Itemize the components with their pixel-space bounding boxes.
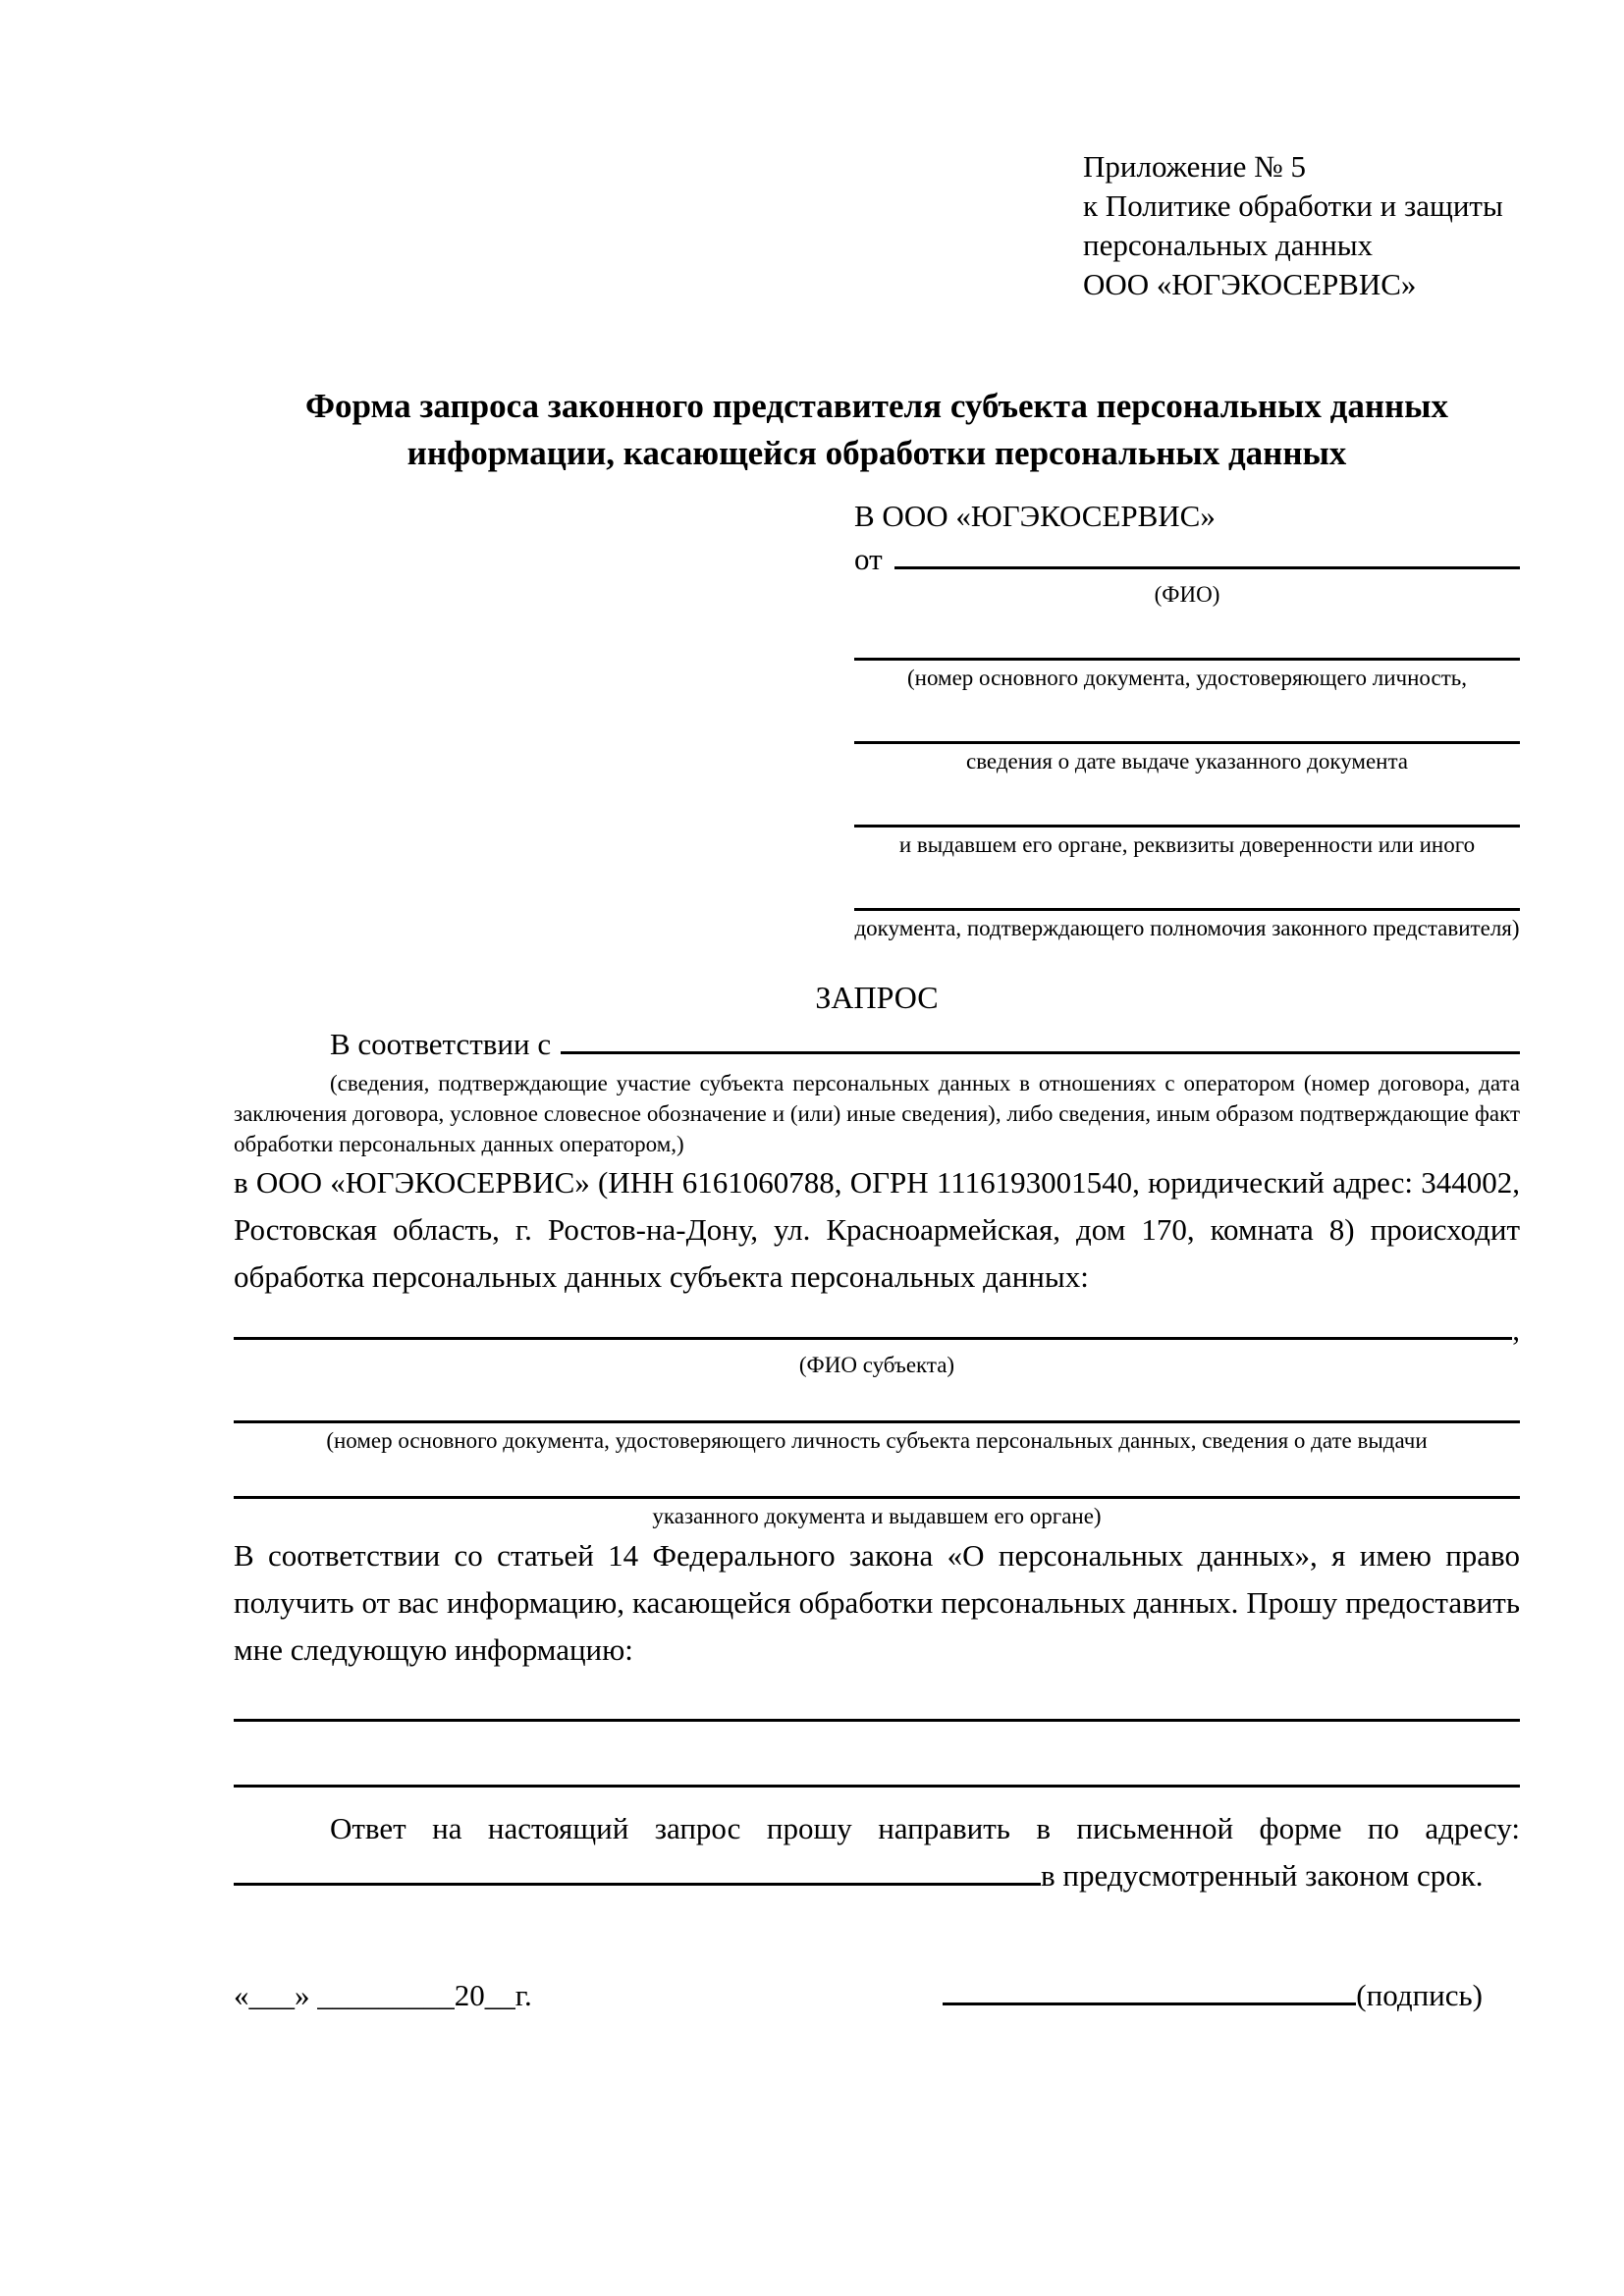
basis-blank-field bbox=[561, 1051, 1520, 1054]
subject-fio-row bbox=[234, 1308, 1520, 1352]
appendix-line: к Политике обработки и защиты bbox=[1083, 188, 1503, 223]
subject-fio-blank-field bbox=[234, 1337, 1512, 1340]
addressee-to: В ООО «ЮГЭКОСЕРВИС» bbox=[854, 499, 1216, 533]
subject-doc-blank-field bbox=[234, 1399, 1520, 1423]
representative-doc-field bbox=[854, 873, 1520, 942]
basis-caption: (сведения, подтверждающие участие субъекта персональных данных в отношениях с оператором (номер договора, дата заключения договора, условное словесное обозначение и (или) иные сведения), либо сведения, иным образом подтверждающие факт обработки персональных данных оператором,) bbox=[234, 1071, 1520, 1156]
footer-row bbox=[234, 1974, 1520, 2017]
fio-blank-field bbox=[894, 566, 1520, 569]
title-line-1: Форма запроса законного представителя субъекта персональных данных bbox=[305, 387, 1448, 425]
authority-doc-blank-field bbox=[854, 873, 1520, 911]
requested-info-blank-field bbox=[234, 1719, 1520, 1722]
doc-issue-date-blank-field bbox=[854, 706, 1520, 744]
addressee-block bbox=[854, 495, 1520, 942]
doc-number-blank-field bbox=[854, 622, 1520, 661]
doc-issuer-caption: и выдавшем его органе, реквизиты доверенности или иного bbox=[898, 832, 1476, 857]
subject-doc-caption-1: (номер основного документа, удостоверяющего личность субъекта персональных данных, сведения о дате выдачи bbox=[326, 1428, 1428, 1454]
representative-doc-field bbox=[854, 789, 1520, 859]
requested-info-blank-field bbox=[234, 1785, 1520, 1788]
doc-issue-date-caption: сведения о дате выдаче указанного документа bbox=[965, 749, 1409, 774]
appendix-line: Приложение № 5 bbox=[1083, 149, 1306, 184]
doc-number-caption: (номер основного документа, удостоверяющего личность, bbox=[906, 666, 1467, 690]
authority-doc-caption: документа, подтверждающего полномочия законного представителя) bbox=[854, 916, 1520, 940]
signature-group bbox=[943, 1974, 1483, 2017]
title-line-2: информации, касающейся обработки персональных данных bbox=[406, 434, 1347, 472]
subject-doc-blank-field bbox=[234, 1474, 1520, 1499]
reply-address-blank-field bbox=[234, 1883, 1041, 1886]
request-heading: ЗАПРОС bbox=[815, 980, 939, 1015]
reply-address-row bbox=[234, 1852, 1520, 1899]
from-label: от bbox=[854, 542, 883, 576]
doc-issuer-blank-field bbox=[854, 789, 1520, 828]
reply-paragraph: Ответ на настоящий запрос прошу направить в письменной форме по адресу: bbox=[330, 1811, 1520, 1846]
trailing-comma: , bbox=[1512, 1312, 1520, 1348]
signature-caption: (подпись) bbox=[1356, 1978, 1483, 2013]
representative-doc-field bbox=[854, 622, 1520, 692]
law-paragraph: В соответствии со статьей 14 Федерального закона «О персональных данных», я имею право получить от вас информацию, касающейся обработки персональных данных. Прошу предоставить мне следующую информацию: bbox=[234, 1538, 1520, 1668]
signature-blank-field bbox=[943, 2002, 1356, 2005]
date-line: «___» _________20__г. bbox=[234, 1978, 532, 2013]
subject-fio-caption: (ФИО субъекта) bbox=[798, 1353, 955, 1378]
reply-tail-text: в предусмотренный законом срок. bbox=[1041, 1858, 1484, 1894]
appendix-line: персональных данных bbox=[1083, 228, 1374, 262]
addressee-from-row bbox=[854, 538, 1520, 581]
document-title bbox=[234, 383, 1520, 477]
basis-row bbox=[234, 1021, 1520, 1068]
operator-paragraph: в ООО «ЮГЭКОСЕРВИС» (ИНН 6161060788, ОГРН 1116193001540, юридический адрес: 344002, Ростовская область, г. Ростов-на-Дону, ул. Красноармейская, дом 170, комната 8) происходит обработка персональных данных субъекта персональных данных: bbox=[234, 1165, 1520, 1295]
fio-caption: (ФИО) bbox=[1154, 582, 1220, 607]
basis-label: В соответствии с bbox=[330, 1027, 552, 1061]
appendix-line: ООО «ЮГЭКОСЕРВИС» bbox=[1083, 267, 1417, 301]
subject-doc-caption-2: указанного документа и выдавшем его органе) bbox=[652, 1504, 1102, 1529]
appendix-note bbox=[1083, 147, 1520, 304]
representative-doc-field bbox=[854, 706, 1520, 775]
